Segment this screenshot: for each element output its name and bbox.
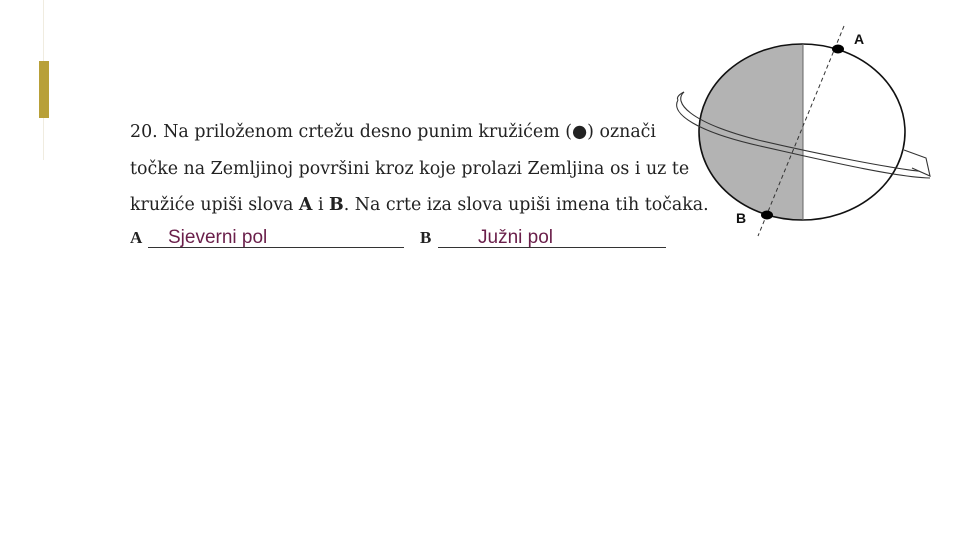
question-line-1 xyxy=(130,114,690,151)
question-letter-b: B xyxy=(329,195,344,215)
pole-a-marker xyxy=(832,45,844,54)
question-line-3-post: . Na crte iza slova upiši imena tih točaka. xyxy=(343,195,709,215)
accent-bar xyxy=(39,61,49,118)
question-line-3-mid: i xyxy=(312,195,330,215)
question-number: 20. xyxy=(130,122,158,142)
pole-b-marker xyxy=(761,211,773,220)
question-line-3-pre: kružiće upiši slova xyxy=(130,195,299,215)
label-a: A xyxy=(854,31,865,47)
question-text xyxy=(130,114,709,224)
orbit-arrow-icon xyxy=(904,150,930,176)
answer-b-text[interactable]: Južni pol xyxy=(478,227,553,248)
question-letter-a: A xyxy=(298,195,313,215)
answer-b-letter: B xyxy=(420,228,432,247)
label-b: B xyxy=(736,210,747,226)
answer-a-letter: A xyxy=(130,228,143,247)
earth-axis-figure xyxy=(668,22,938,242)
answer-a-text[interactable]: Sjeverni pol xyxy=(168,227,268,248)
question-line-1-text: Na priloženom crtežu desno punim kružićem (●) označi xyxy=(163,122,656,142)
question-line-2: točke na Zemljinoj površini kroz koje prolazi Zemljina os i uz te xyxy=(130,158,690,179)
question-line-3 xyxy=(130,187,709,224)
